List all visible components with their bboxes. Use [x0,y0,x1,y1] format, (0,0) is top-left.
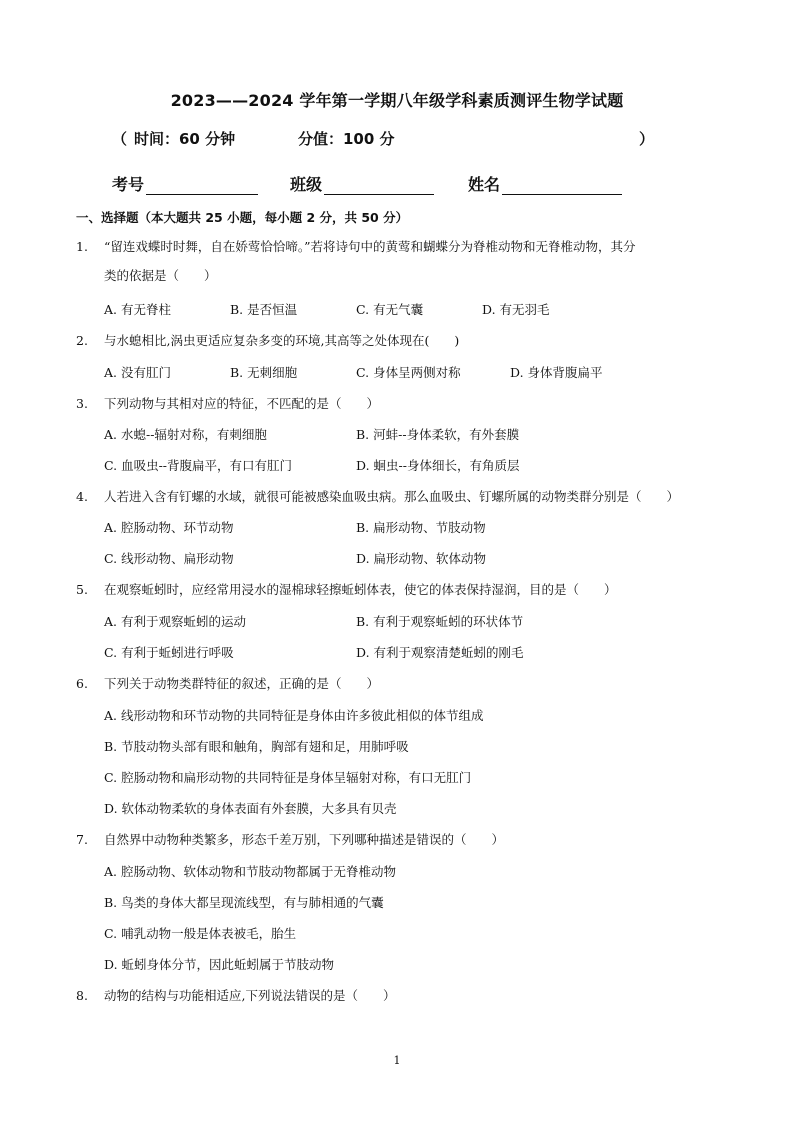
question-number: 8. [76,988,88,1003]
class-blank[interactable] [324,178,434,195]
option-c[interactable]: C. 腔肠动物和扁形动物的共同特征是身体呈辐射对称，有口无肛门 [104,770,472,785]
option-a[interactable]: A. 水螅--辐射对称，有刺细胞 [104,427,267,442]
name-field [468,172,622,195]
question-stem: 人若进入含有钉螺的水域，就很可能被感染血吸虫病。那么血吸虫、钉螺所属的动物类群分别是（ ） [104,489,680,504]
info-paren-open: （ [112,130,128,148]
question-number: 6. [76,676,88,691]
page-number: 1 [393,1054,401,1067]
option-c[interactable]: C. 有无气囊 [356,302,424,317]
question-number: 1. [76,239,88,254]
option-d[interactable]: D. 扁形动物、软体动物 [356,551,487,566]
question-number: 5. [76,582,88,597]
student-info-fields [112,172,672,194]
question-number: 7. [76,832,88,847]
class-label: 班级 [290,175,323,194]
option-d[interactable]: D. 蛔虫--身体细长，有角质层 [356,458,520,473]
exam-number-field [112,172,258,195]
option-a[interactable]: A. 腔肠动物、软体动物和节肢动物都属于无脊椎动物 [104,864,396,879]
question-number: 3. [76,396,88,411]
option-d[interactable]: D. 软体动物柔软的身体表面有外套膜，大多具有贝壳 [104,801,397,816]
option-a[interactable]: A. 腔肠动物、环节动物 [104,520,234,535]
exam-time: 时间：60 分钟 [134,130,236,148]
class-field [290,172,434,195]
info-paren-close: ） [638,130,654,148]
question-stem: 下列关于动物类群特征的叙述，正确的是（ ） [104,676,380,691]
question-stem-continued: 类的依据是（ ） [104,268,217,283]
option-b[interactable]: B. 是否恒温 [230,302,298,317]
question-number: 4. [76,489,88,504]
exam-score: 分值：100 分 [298,130,395,148]
name-label: 姓名 [468,175,501,194]
question-stem: 动物的结构与功能相适应,下列说法错误的是（ ） [104,988,396,1003]
option-c[interactable]: C. 血吸虫--背腹扁平，有口有肛门 [104,458,293,473]
question-stem: 自然界中动物种类繁多，形态千差万别，下列哪种描述是错误的（ ） [104,832,505,847]
section-heading: 一、选择题（本大题共 25 小题，每小题 2 分，共 50 分） [76,210,409,225]
option-c[interactable]: C. 有利于蚯蚓进行呼吸 [104,645,234,660]
option-a[interactable]: A. 线形动物和环节动物的共同特征是身体由许多彼此相似的体节组成 [104,708,484,723]
option-b[interactable]: B. 河蚌--身体柔软，有外套膜 [356,427,520,442]
option-b[interactable]: B. 有利于观察蚯蚓的环状体节 [356,614,524,629]
option-c[interactable]: C. 线形动物、扁形动物 [104,551,234,566]
option-d[interactable]: D. 有利于观察清楚蚯蚓的刚毛 [356,645,524,660]
option-a[interactable]: A. 有无脊柱 [104,302,171,317]
option-a[interactable]: A. 没有肛门 [104,365,171,380]
option-d[interactable]: D. 蚯蚓身体分节，因此蚯蚓属于节肢动物 [104,957,335,972]
option-c[interactable]: C. 哺乳动物一般是体表被毛，胎生 [104,926,297,941]
exam-number-label: 考号 [112,175,145,194]
option-a[interactable]: A. 有利于观察蚯蚓的运动 [104,614,246,629]
question-stem: 与水螅相比,涡虫更适应复杂多变的环境,其高等之处体现在( ) [104,333,460,348]
question-stem: 下列动物与其相对应的特征，不匹配的是（ ） [104,396,380,411]
option-b[interactable]: B. 节肢动物头部有眼和触角，胸部有翅和足，用肺呼吸 [104,739,409,754]
option-d[interactable]: D. 有无羽毛 [482,302,550,317]
name-blank[interactable] [502,178,622,195]
option-c[interactable]: C. 身体呈两侧对称 [356,365,461,380]
question-number: 2. [76,333,88,348]
option-b[interactable]: B. 无刺细胞 [230,365,298,380]
question-stem: “留连戏蝶时时舞，自在娇莺恰恰啼。”若将诗句中的黄莺和蝴蝶分为脊椎动物和无脊椎动物，其分 [104,239,636,254]
exam-number-blank[interactable] [146,178,258,195]
option-d[interactable]: D. 身体背腹扁平 [510,365,603,380]
option-b[interactable]: B. 扁形动物、节肢动物 [356,520,486,535]
option-b[interactable]: B. 鸟类的身体大都呈现流线型，有与肺相通的气囊 [104,895,384,910]
question-stem: 在观察蚯蚓时，应经常用浸水的湿棉球轻擦蚯蚓体表，使它的体表保持湿润，目的是（ ） [104,582,617,597]
exam-title: 2023——2024 学年第一学期八年级学科素质测评生物学试题 [170,91,624,110]
